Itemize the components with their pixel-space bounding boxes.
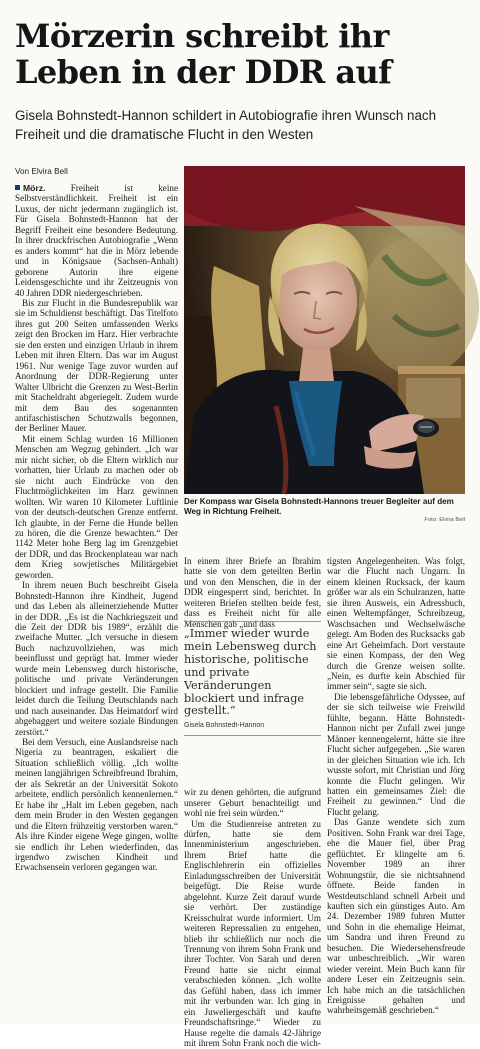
photo-credit: Foto: Elvira Bell xyxy=(424,517,465,523)
article-paragraph: tigsten Angelegenheiten. Was folgt, war die Flucht nach Ungarn. In einem kleinen Rucksack, der kaum größer war als ein Schulranzen, hatte sie ihren Ausweis, ein Adressbuch, einen Weltempfänger, Schreibzeug, Waschsachen und Wechselwäsche gelegt. Am Boden des Rucksacks gab eine Art Geheimfach. Dort verstaute sie einen Kompass, der den Weg durch die Grenze weisen sollte. „Nein, es durfte kein Abschied für immer sein“, sagte sie sich. xyxy=(327,556,465,692)
article-paragraph: Bis zur Flucht in die Bundesrepublik war sie im Schuldienst beschäftigt. Das Titelfoto ihres gut 200 Seiten umfassenden Werks zeigt den Brocken im Harz. Hier verbrachte sie den ersten und einzigen Urlaub in ihrem Leben mit ihren Eltern. Das war im August 1961. Nur wenige Tage zuvor wurden auf Anordnung der DDR-Regierung unter Walter Ulbricht die Grenzen zu West-Berlin mit Stacheldraht abgeriegelt. Zudem wurde mit dem Bau des sogenannten antifaschistischen Schutzwalls begonnen, der Berliner Mauer. xyxy=(15,297,178,434)
article-paragraph: Die lebensgefährliche Odyssee, auf der sie sich teilweise wie Freiwild fühlte, begann. Hätte Bohnstedt-Hannon nicht per Zufall zwei junge Männer kennengelernt, hätte sie ihre Flucht sicher aufgegeben. „Sie waren in der gleichen Situation wie ich. Ich wusste sofort, mit Christian und Jörg konnte die Flucht gelingen. Wir hatten ein gemeinsames Ziel: die Freiheit zu gewinnen.“ Und die Flucht gelang. xyxy=(327,691,465,817)
article-photo xyxy=(184,166,465,494)
pull-quote-rule-bottom xyxy=(184,735,321,736)
article-paragraph: wir zu denen gehörten, die aufgrund unserer Geburt benachteiligt und wohl nie frei sein würden.“ xyxy=(184,787,321,819)
article-paragraph xyxy=(15,183,178,298)
headline: Mörzerin schreibt ihr Leben in der DDR auf xyxy=(15,17,392,91)
photo-caption: Der Kompass war Gisela Bohnstedt-Hannons treuer Begleiter auf dem Weg in Richtung Freiheit. xyxy=(184,497,454,516)
article-paragraph: Um die Studienreise antreten zu dürfen, hatte sie dem Innenministerium angeschrieben. Ihrem Brief hatte die Englischlehrerin ein offizielles Einladungsschreiben der Universität beigefügt. Die Reise wurde abgelehnt. Kurze Zeit darauf wurde sie verhört. Der zuständige Kreisschulrat wurde informiert. Um weiteren Repressalien zu entgehen, blieb ihr schließlich nur noch die Trennung von ihrem Sohn Frank und ihrer Tochter. Von Sarah und deren Freund hatte sie nicht einmal verabschieden können. „Ich wollte das Gefühl haben, dass ich immer mit ihr verbunden war. Ich ging in ein Juweliergeschäft und kaufte Freundschaftsringe.“ Wieder zu Hause regelte die damals 42-Jährige mit ihrem Sohn Frank noch die wich- xyxy=(184,818,321,1049)
article-paragraph: In ihrem neuen Buch beschreibt Gisela Bohnstedt-Hannon ihre Kindheit, Jugend und das Leben als alleinerziehende Mutter in der DDR. „Es ist die Nachkriegszeit und die Zeit der DDR bis 1989“, erzählt die zweifache Mutter. „Ich versuche in diesem Buch nachzuvollziehen, was mich beeinflusst und geprägt hat. Immer wieder wurde mein Lebensweg durch historische, politische und private Veränderungen blockiert und infrage gestellt. Die Familie leidet durch die Teilung Deutschlands nach und nach auseinander. Das Heimatdorf wird abgebaggert und weitere soziale Bindungen zerstört.“ xyxy=(15,580,178,737)
pull-quote xyxy=(184,621,321,736)
pull-quote-source: Gisela Bohnstedt-Hannon xyxy=(184,722,265,730)
portrait-photo xyxy=(184,166,465,494)
article-paragraph: Das Ganze wendete sich zum Positiven. Sohn Frank war drei Tage, ehe die Mauer fiel, über Prag geflüchtet. Er klingelte am 6. November 1989 an ihrer Wohnungstür, die sie nichtsahnend öffnete. Beide fanden in Westdeutschland schnell Arbeit und kauften sich ein günstiges Auto. Am 24. Dezember 1989 fuhren Mutter und Sohn in die ehemalige Heimat, um Sandra und ihren Freund zu besuchen. Die Wiedersehensfreude war unbeschreiblich. „Wir waren wieder vereint. Mein Buch kann für andere Leser ein Zeitzeugnis sein. Ich habe mich an die tatsächlichen Ereignisse gehalten und wahrheitsgemäß geschrieben.“ xyxy=(327,817,465,1016)
subheadline: Gisela Bohnstedt-Hannon schildert in Autobiografie ihren Wunsch nach Freiheit und die dramatische Flucht in den Westen xyxy=(15,108,437,142)
pull-quote-rule-top xyxy=(184,621,321,622)
pull-quote-text: „Immer wieder wurde mein Lebensweg durch historische, politische und private Veränderungen blockiert und infrage gestellt.“ xyxy=(184,627,317,718)
article-column-3 xyxy=(327,556,465,1018)
article-column-1 xyxy=(15,183,178,1018)
location-marker-icon xyxy=(15,185,20,190)
dateline-location: Mörz. xyxy=(23,183,46,193)
byline: Von Elvira Bell xyxy=(15,167,68,176)
paragraph-text: Freiheit ist keine Selbstverständlichkeit. Freiheit ist ein Luxus, der nicht jedermann zugänglich ist. Für Gisela Bohnstedt-Hannon hat der Begriff Freiheit eine besondere Bedeutung. In ihrer druckfrischen Autobiografie „Wenn es anders kommt“ hat die in Mörz lebende und in Königsaue (Sachsen-Anhalt) geborene Autorin ihre eigene Leidensgeschichte und ihr Zeitzeugnis von 40 Jahren DDR niedergeschrieben. xyxy=(15,183,178,298)
article-paragraph: Mit einem Schlag wurden 16 Millionen Menschen am Wegzug gehindert. „Ich war mir nicht sicher, ob die Eltern wirklich nur vorhatten, hier Urlaub zu machen oder ob sie nicht auch Eindrücke von den Fluchtmöglichkeiten im Harz gewinnen wollten. Wir waren 10 Kilometer Luftlinie von der deutsch-deutschen Grenze entfernt. Ich glaubte, in der Ferne die Hunde bellen zu hören, die die Grenze bewachten.“ Der 1142 Meter hohe Berg lag im Grenzgebiet der DDR, und das Brockenplateau war nach dem Krieg sowjetisches Militärgebiet geworden. xyxy=(15,433,178,580)
article-paragraph: In einem ihrer Briefe an Ibrahim hatte sie von dem geteilten Berlin und von den Menschen, die in der DDR eingesperrt sind, berichtet. In weiteren Briefen stellten beide fest, dass es Freiheit nicht für alle Menschen gab „und dass xyxy=(184,556,321,629)
article-paragraph: Bei dem Versuch, eine Auslandsreise nach Nigeria zu beantragen, eskaliert die Situation schließlich völlig. „Ich wollte meinen langjährigen Schreibfreund Ibrahim, der als Sekretär an der Universität Sokoto arbeitete, endlich persönlich kennenlernen.“ Er habe ihr „Halt im Leben gegeben, nach dem mein Bruder in den Westen gegangen und die Eltern frühzeitig verstorben waren.“ Als ihre Kinder eigene Wege gingen, wollte sie endlich ihr Leben wiederfinden, das irgendwo zwischen Kindheit und Erwachsensein verloren gegangen war. xyxy=(15,737,178,873)
